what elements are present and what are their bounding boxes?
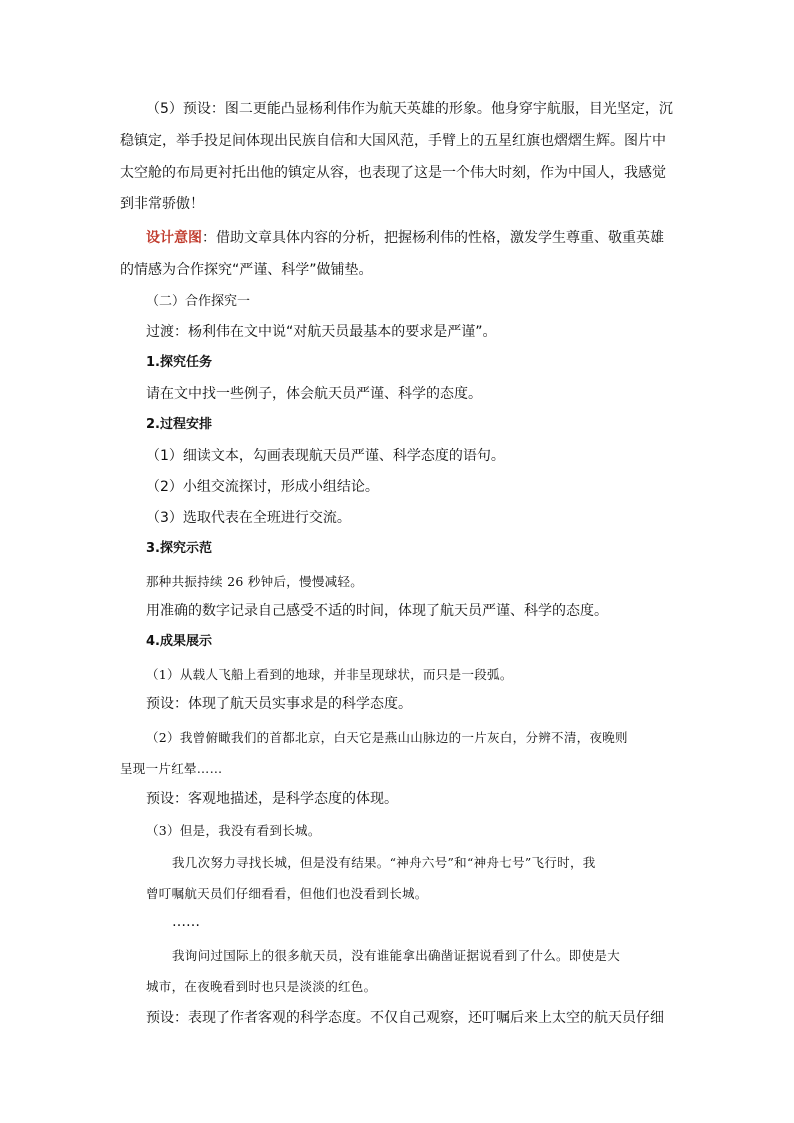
demonstration-text: 用准确的数字记录自己感受不适的时间，体现了航天员严谨、科学的态度。 [146, 603, 608, 619]
transition-text: 过渡：杨利伟在文中说“对航天员最基本的要求是严谨”。 [146, 324, 497, 340]
paragraph-preset-5-line-4: 到非常骄傲！ [120, 196, 204, 212]
result-1-quote: （1）从载人飞船上看到的地球，并非呈现球状，而只是一段弧。 [146, 667, 513, 682]
design-intent-label: 设计意图 [146, 230, 202, 246]
result-3-ellipsis: …… [172, 914, 200, 930]
heading-process: 2.过程安排 [146, 417, 212, 432]
result-3-quote: （3）但是，我没有看到长城。 [146, 823, 321, 838]
heading-demonstration: 3.探究示范 [146, 541, 212, 556]
heading-results: 4.成果展示 [146, 634, 212, 649]
result-3-preset: 预设：表现了作者客观的科学态度。不仅自己观察，还叮嘱后来上太空的航天员仔细 [146, 1010, 664, 1026]
process-step-1: （1）细读文本，勾画表现航天员严谨、科学态度的语句。 [146, 448, 505, 464]
result-2-quote-line-2: 呈现一片红晕…… [120, 761, 223, 776]
design-intent-line-1 [146, 228, 664, 248]
result-3-excerpt-1-line-1: 我几次努力寻找长城，但是没有结果。“神舟六号”和“神舟七号”飞行时，我 [172, 855, 596, 870]
design-intent-text: ：借助文章具体内容的分析，把握杨利伟的性格，激发学生尊重、敬重英雄 [202, 230, 664, 246]
paragraph-preset-5-line-3: 太空舱的布局更衬托出他的镇定从容，也表现了这是一个伟大时刻，作为中国人，我感觉 [120, 165, 666, 181]
section-heading-cooperative-inquiry: （二）合作探究一 [146, 294, 251, 309]
result-3-excerpt-1-line-2: 曾叮嘱航天员们仔细看看，但他们也没看到长城。 [146, 886, 428, 901]
demonstration-quote: 那种共振持续 26 秒钟后，慢慢减轻。 [146, 574, 364, 589]
result-2-quote-line-1: （2）我曾俯瞰我们的首都北京，白天它是燕山山脉边的一片灰白，分辨不清，夜晚则 [146, 730, 628, 745]
result-1-preset: 预设：体现了航天员实事求是的科学态度。 [146, 696, 412, 712]
design-intent-line-2: 的情感为合作探究“严谨、科学”做铺垫。 [120, 262, 373, 278]
process-step-2: （2）小组交流探讨，形成小组结论。 [146, 479, 379, 495]
paragraph-preset-5-line-1: （5）预设：图二更能凸显杨利伟作为航天英雄的形象。他身穿宇航服，目光坚定，沉 [146, 101, 673, 117]
paragraph-preset-5-line-2: 稳镇定，举手投足间体现出民族自信和大国风范，手臂上的五星红旗也熠熠生辉。图片中 [120, 133, 666, 149]
process-step-3: （3）选取代表在全班进行交流。 [146, 510, 351, 526]
result-2-preset: 预设：客观地描述，是科学态度的体现。 [146, 791, 398, 807]
result-3-excerpt-2-line-2: 城市，在夜晚看到时也只是淡淡的红色。 [146, 979, 377, 994]
inquiry-task-text: 请在文中找一些例子，体会航天员严谨、科学的态度。 [146, 386, 482, 402]
heading-inquiry-task: 1.探究任务 [146, 355, 212, 370]
result-3-excerpt-2-line-1: 我询问过国际上的很多航天员，没有谁能拿出确凿证据说看到了什么。即使是大 [172, 948, 621, 963]
